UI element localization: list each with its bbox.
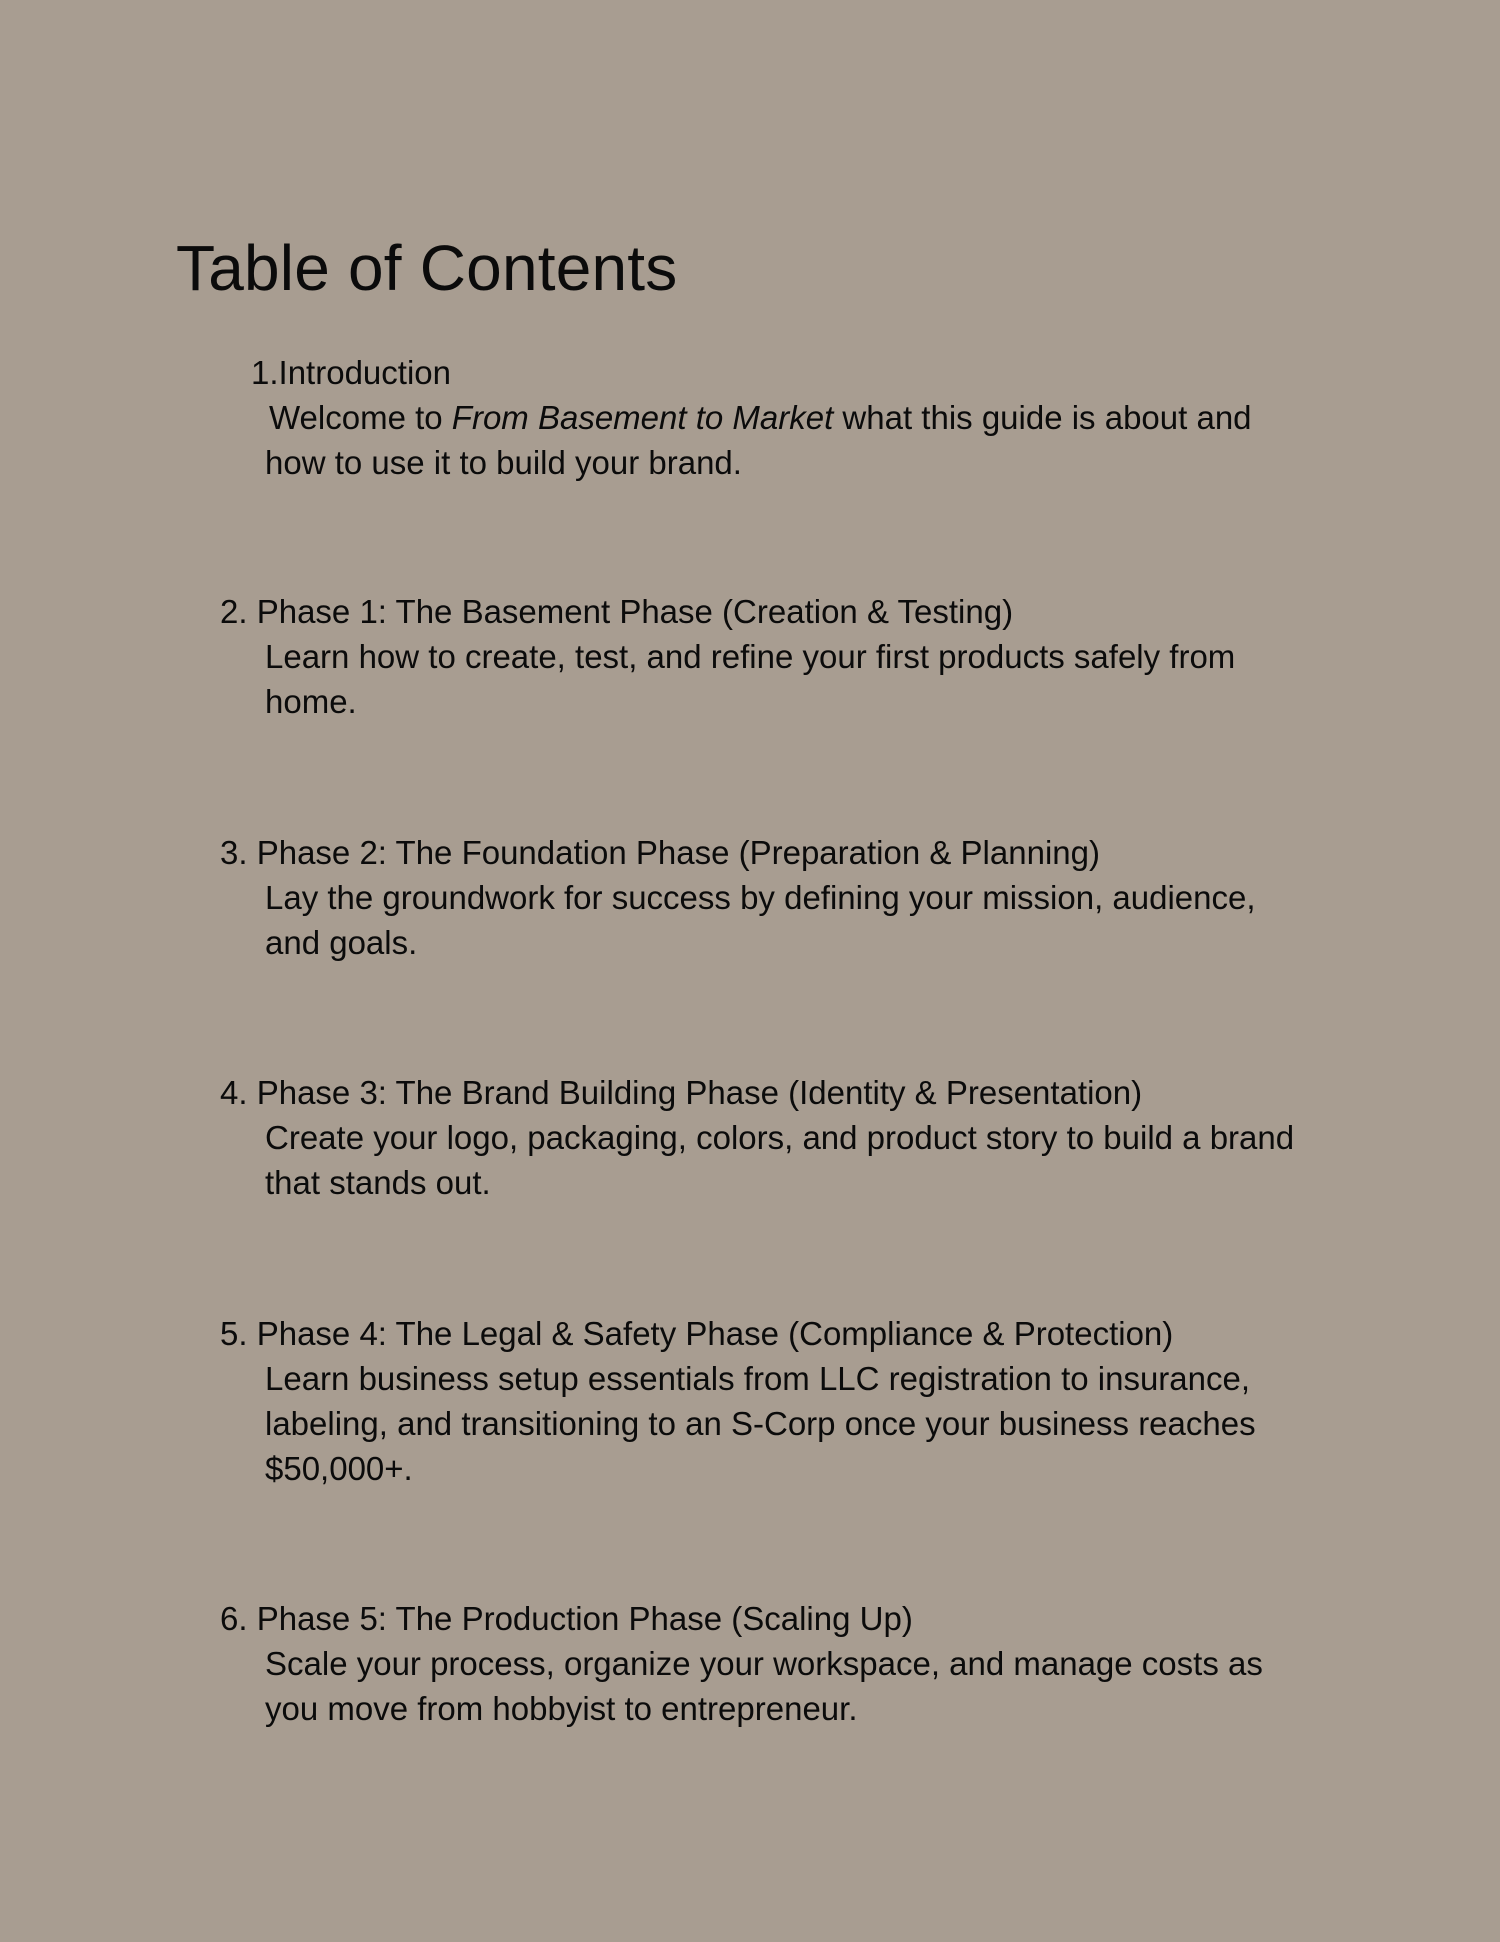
toc-entry-number: 3. bbox=[220, 834, 248, 871]
toc-entry-description: Learn business setup essentials from LLC registration to insurance, labeling, and transitioning to an S-Corp once your business reaches $50,000+. bbox=[265, 1360, 1256, 1487]
toc-entry-number: 4. bbox=[220, 1074, 248, 1111]
page-title: Table of Contents bbox=[176, 232, 678, 304]
toc-entry-number: 1. bbox=[251, 354, 279, 391]
toc-entry-description: Learn how to create, test, and refine your first products safely from home. bbox=[265, 638, 1236, 720]
toc-entry-heading bbox=[220, 1071, 1142, 1115]
toc-entry-heading bbox=[220, 1597, 913, 1641]
toc-entry-number: 2. bbox=[220, 593, 248, 630]
toc-entry-heading bbox=[220, 831, 1100, 875]
toc-entry-description: Lay the groundwork for success by defining your mission, audience, and goals. bbox=[265, 879, 1256, 961]
toc-entry-title: Phase 3: The Brand Building Phase (Identity & Presentation) bbox=[256, 1074, 1143, 1111]
book-title: From Basement to Market bbox=[451, 399, 834, 436]
toc-entry-title: Phase 5: The Production Phase (Scaling Up) bbox=[256, 1600, 913, 1637]
toc-entry-title: Introduction bbox=[278, 354, 451, 391]
toc-entry-description: Scale your process, organize your workspace, and manage costs as you move from hobbyist to entrepreneur. bbox=[265, 1645, 1263, 1727]
toc-entry-description: Create your logo, packaging, colors, and product story to build a brand that stands out. bbox=[265, 1119, 1295, 1201]
toc-entry-heading bbox=[220, 1312, 1173, 1356]
toc-entry-number: 6. bbox=[220, 1600, 248, 1637]
toc-entry-number: 5. bbox=[220, 1315, 248, 1352]
toc-entry-title: Phase 4: The Legal & Safety Phase (Compliance & Protection) bbox=[256, 1315, 1174, 1352]
toc-entry-title: Phase 1: The Basement Phase (Creation & Testing) bbox=[256, 593, 1014, 630]
toc-entry-description bbox=[265, 395, 1315, 485]
toc-entry-heading bbox=[220, 590, 1013, 634]
toc-entry-heading bbox=[251, 351, 451, 395]
description-suffix: what this guide is about and how to use it to build your brand. bbox=[265, 399, 1252, 481]
description-prefix: Welcome to bbox=[269, 399, 443, 436]
toc-entry-title: Phase 2: The Foundation Phase (Preparation & Planning) bbox=[256, 834, 1100, 871]
